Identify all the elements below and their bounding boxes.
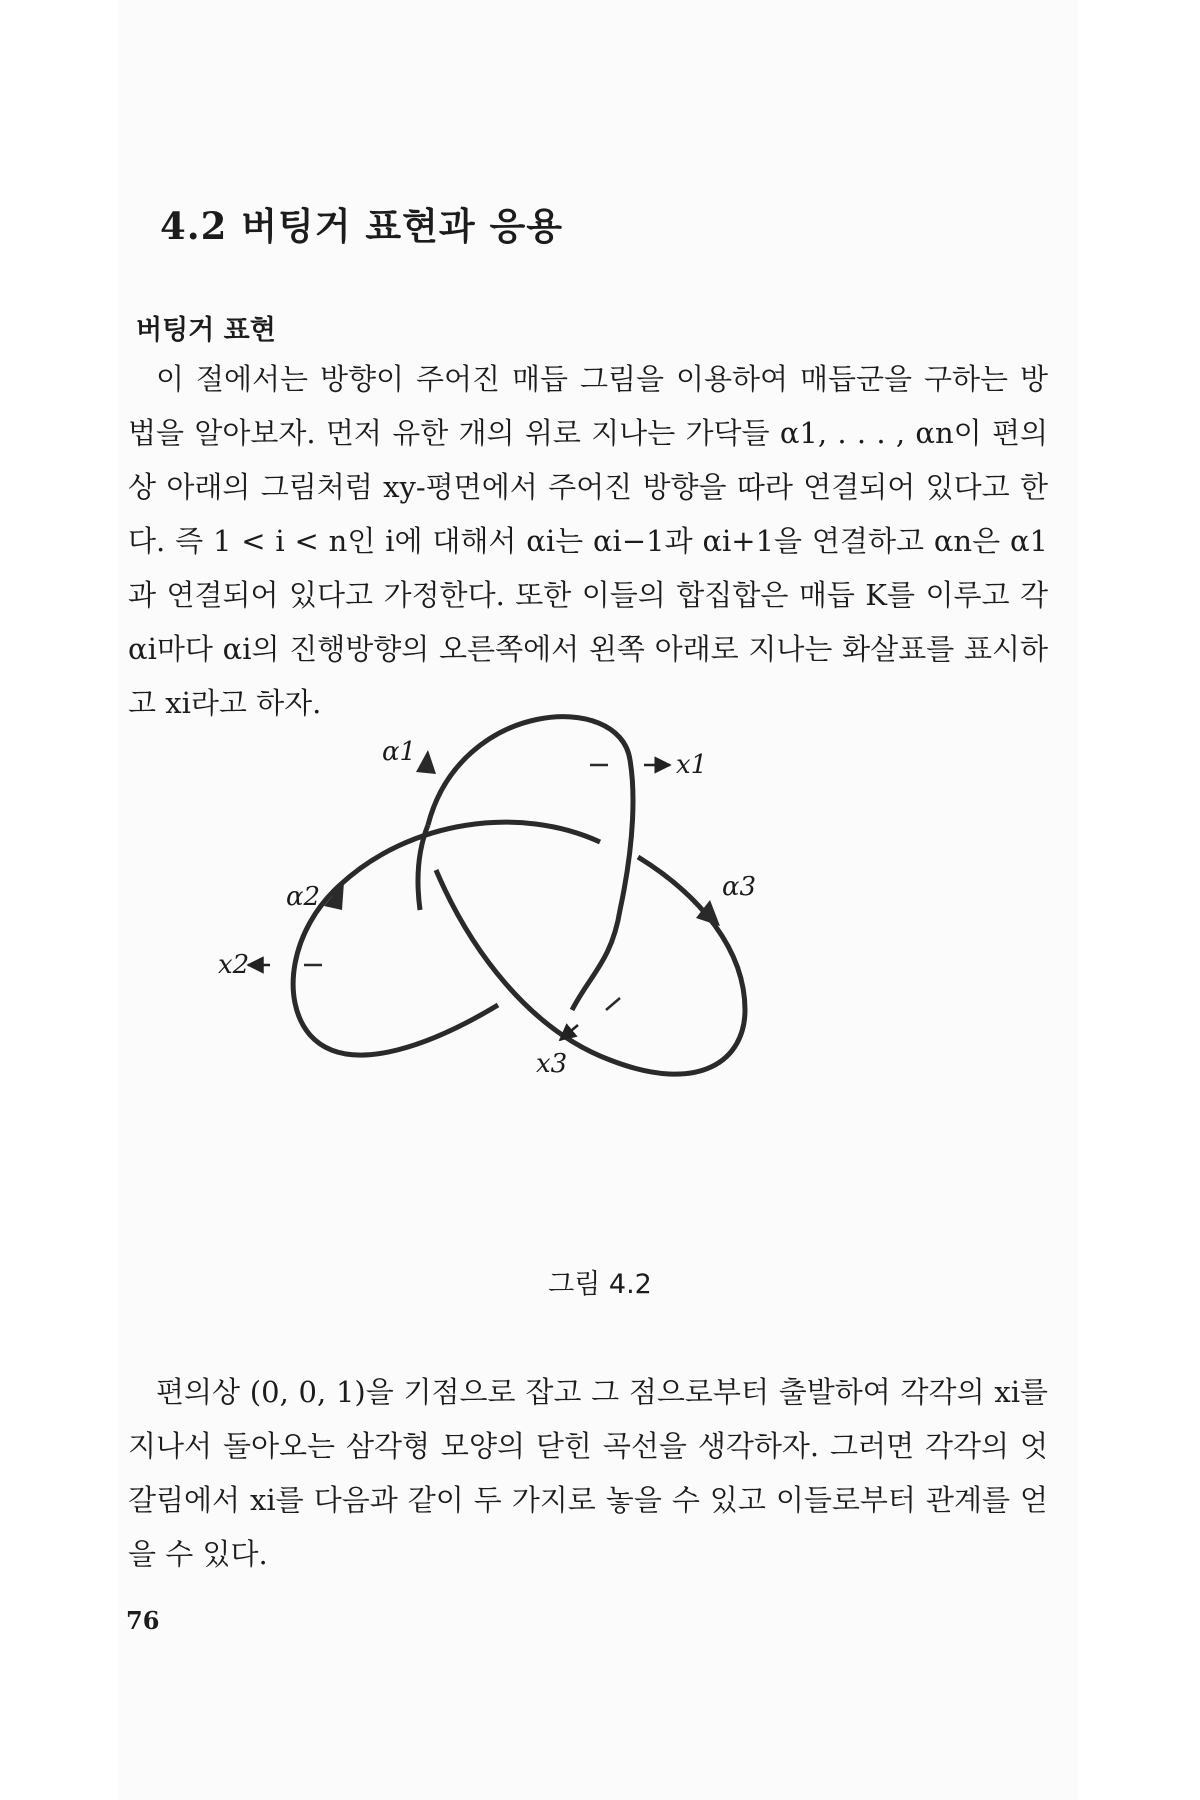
x3-dash [606,998,620,1010]
label-x1: x1 [676,750,708,780]
label-x2: x2 [218,950,250,980]
strand-alpha2 [293,822,600,1055]
section-title [160,196,563,250]
strand-alpha1 [428,717,633,1010]
subsection-title: 버팅거 표현 [136,315,276,346]
page-number: 76 [126,1606,160,1635]
label-alpha1: α1 [382,737,417,767]
trefoil-knot-diagram [218,720,880,1220]
strand-alpha3 [436,857,745,1074]
body-paragraph-2: 편의상 (0, 0, 1)을 기점으로 잡고 그 점으로부터 출발하여 각각의 xi를 지나서 돌아오는 삼각형 모양의 닫힌 곡선을 생각하자. 그러면 각각의 엇갈림에서 xi를 다음과 같이 두 가지로 놓을 수 있고 이들로부터 관계를 얻을 수 있다. [128,1375,1048,1571]
body-paragraph-1: 이 절에서는 방향이 주어진 매듭 그림을 이용하여 매듭군을 구하는 방법을 알아보자. 먼저 유한 개의 위로 지나는 가닥들 α1, . . . , αn이 편의상 아래의 그림처럼 xy-평면에서 주어진 방향을 따라 연결되어 있다고 한다. 즉 1 < i < n인 i에 대해서 αi는 αi−1과 αi+1을 연결하고 αn은 α1과 연결되어 있다고 가정한다. 또한 이들의 합집합은 매듭 K를 이루고 각 αi마다 αi의 진행방향의 오른쪽에서 왼쪽 아래로 지나는 화살표를 표시하고 xi라고 하자. [128,362,1048,720]
section-title-text: 버팅거 표현과 응용 [241,204,563,248]
figure-caption: 그림 4.2 [548,1269,652,1300]
label-x3: x3 [536,1049,568,1079]
label-alpha2: α2 [286,882,321,912]
alpha1-direction-arrow [416,750,436,774]
section-number: 4.2 [160,204,228,248]
label-alpha3: α3 [722,872,757,902]
trefoil-knot-figure [218,720,880,1220]
